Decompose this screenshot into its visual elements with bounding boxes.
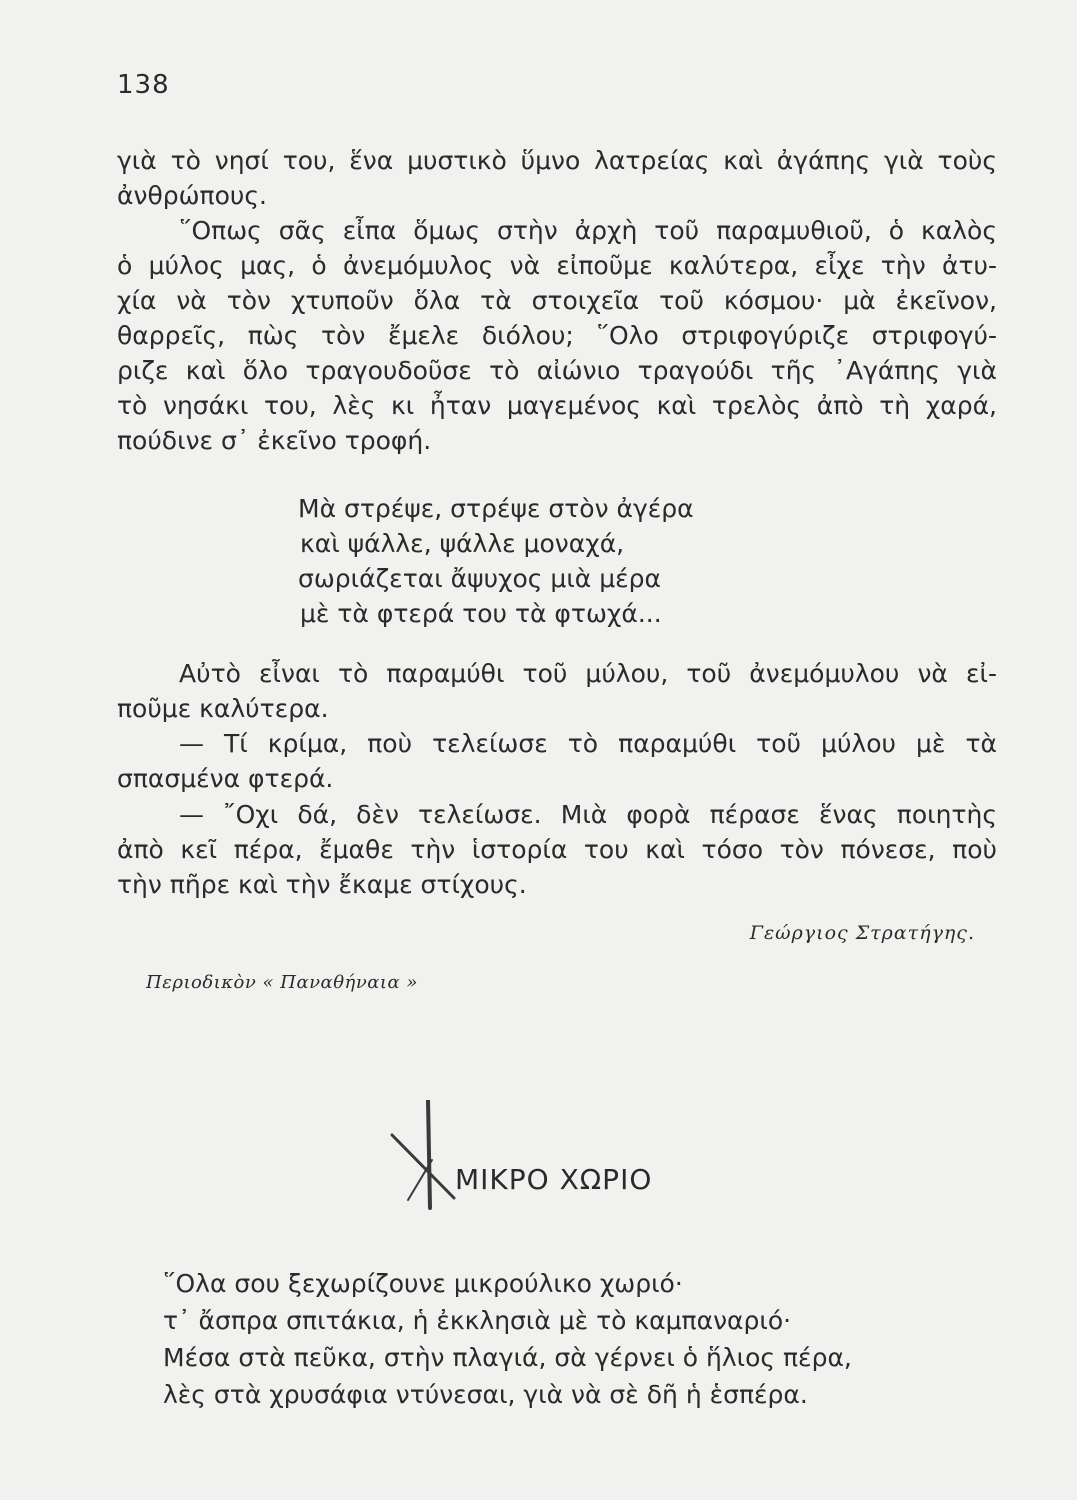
text-line: τὴν πῆρε καὶ τὴν ἔκαμε στίχους.	[117, 870, 527, 899]
source-citation: Περιοδικὸν « Παναθήναια »	[146, 972, 418, 993]
paragraph-2	[117, 213, 997, 458]
verse-line: Μὰ στρέψε, στρέψε στὸν ἀγέρα	[298, 494, 694, 523]
text-line: Αὐτὸ εἶναι τὸ παραμύθι τοῦ μύλου, τοῦ ἀνεμόμυλου νὰ εἰ-	[179, 659, 997, 688]
poem-line: ῞Ολα σου ξεχωρίζουνε μικρούλικο χωριό·	[163, 1269, 683, 1298]
text-line: ποῦμε καλύτερα.	[117, 694, 329, 723]
text-line: ὁ μύλος μας, ὁ ἀνεμόμυλος νὰ εἰποῦμε καλύτερα, εἶχε τὴν ἀτυ-	[117, 251, 997, 280]
text-line: χία νὰ τὸν χτυποῦν ὅλα τὰ στοιχεῖα τοῦ κόσμου· μὰ ἐκεῖνον,	[117, 286, 997, 315]
text-line: ριζε καὶ ὅλο τραγουδοῦσε τὸ αἰώνιο τραγούδι τῆς ᾿Αγάπης γιὰ	[117, 356, 997, 385]
text-line: — Τί κρίμα, ποὺ τελείωσε τὸ παραμύθι τοῦ μύλου μὲ τὰ	[179, 729, 997, 758]
author-signature: Γεώργιος Στρατήγης.	[749, 922, 975, 944]
text-line: ἀνθρώπους.	[117, 181, 267, 210]
paragraph-1	[117, 143, 997, 213]
verse-line: σωριάζεται ἄψυχος μιὰ μέρα	[298, 564, 661, 593]
poem-line: λὲς στὰ χρυσάφια ντύνεσαι, γιὰ νὰ σὲ δῆ ἡ ἑσπέρα.	[163, 1380, 808, 1409]
paragraph-5	[117, 797, 997, 902]
verse-line: καὶ ψάλλε, ψάλλε μοναχά,	[300, 529, 625, 558]
text-line: ῞Οπως σᾶς εἶπα ὅμως στὴν ἀρχὴ τοῦ παραμυθιοῦ, ὁ καλὸς	[179, 216, 997, 245]
text-line: σπασμένα φτερά.	[117, 764, 334, 793]
text-line: γιὰ τὸ νησί του, ἕνα μυστικὸ ὕμνο λατρείας καὶ ἀγάπης γιὰ τοὺς	[117, 146, 997, 175]
paragraph-4	[117, 726, 997, 796]
verse-line: μὲ τὰ φτερά του τὰ φτωχά...	[300, 599, 662, 628]
text-line: ἀπὸ κεῖ πέρα, ἔμαθε τὴν ἱστορία του καὶ τόσο τὸν πόνεσε, ποὺ	[117, 835, 997, 864]
verse-stanza	[298, 491, 694, 631]
poem-line: τ᾿ ἄσπρα σπιτάκια, ἡ ἐκκλησιὰ μὲ τὸ καμπαναριό·	[163, 1306, 792, 1335]
paragraph-3	[117, 656, 997, 726]
text-line: θαρρεῖς, πὼς τὸν ἔμελε διόλου; ῞Ολο στριφογύριζε στριφογύ-	[117, 321, 997, 350]
poem	[163, 1265, 852, 1413]
text-line: — ῎Οχι δά, δὲν τελείωσε. Μιὰ φορὰ πέρασε ἕνας ποιητὴς	[179, 800, 997, 829]
text-line: πούδινε σ᾿ ἐκεῖνο τροφή.	[117, 426, 432, 455]
poem-line: Μέσα στὰ πεῦκα, στὴν πλαγιά, σὰ γέρνει ὁ ἥλιος πέρα,	[163, 1343, 852, 1372]
poem-title: ΜΙΚΡΟ ΧΩΡΙΟ	[455, 1163, 653, 1196]
text-line: τὸ νησάκι του, λὲς κι ἦταν μαγεμένος καὶ τρελὸς ἀπὸ τὴ χαρά,	[117, 391, 997, 420]
page-number: 138	[117, 70, 170, 100]
